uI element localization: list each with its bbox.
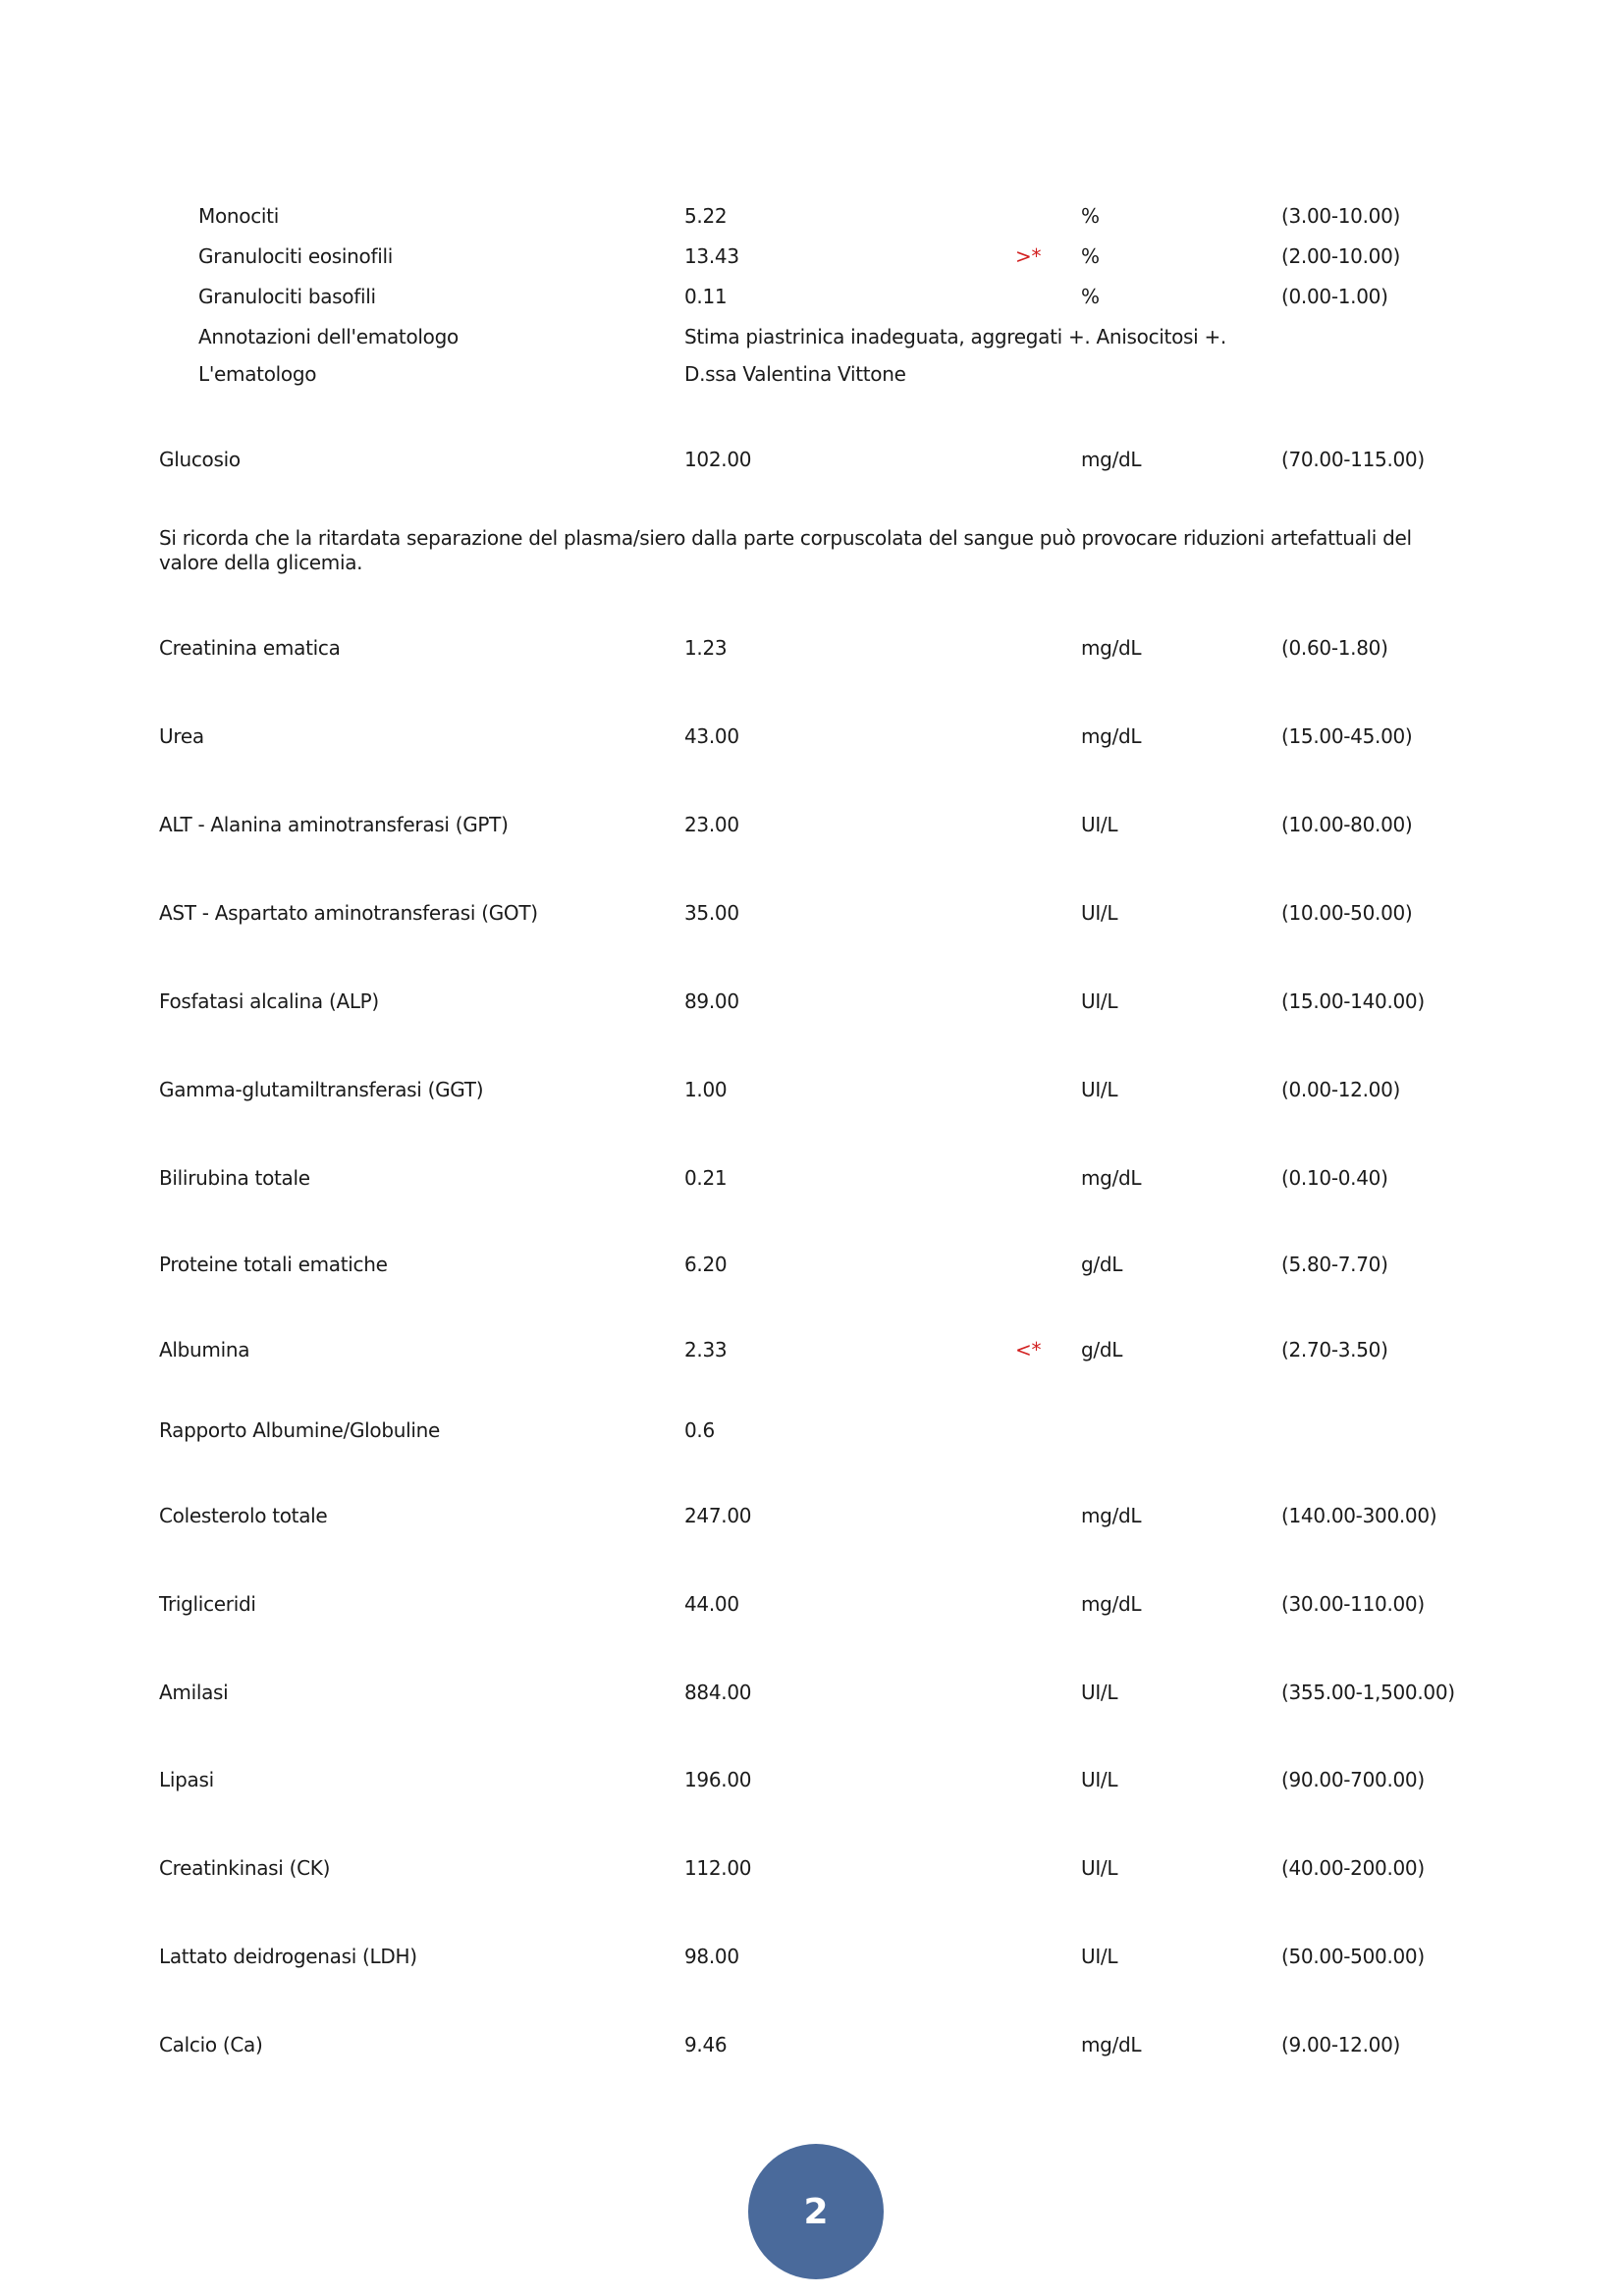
result-row	[0, 1942, 1624, 1971]
test-name: Trigliceridi	[159, 1592, 256, 1616]
test-unit: UI/L	[1081, 1681, 1118, 1704]
page-number: 2	[803, 2191, 829, 2232]
test-name: Amilasi	[159, 1681, 229, 1704]
result-row	[0, 2030, 1624, 2059]
test-value: 196.00	[684, 1768, 752, 1791]
result-row	[0, 721, 1624, 751]
reference-range: (0.00-12.00)	[1281, 1078, 1401, 1101]
reference-range: (2.00-10.00)	[1281, 244, 1401, 268]
test-value: 44.00	[684, 1592, 739, 1616]
test-value: 112.00	[684, 1856, 752, 1880]
result-row	[0, 1501, 1624, 1530]
reference-range: (30.00-110.00)	[1281, 1592, 1425, 1616]
test-unit: UI/L	[1081, 901, 1118, 925]
test-value: 247.00	[684, 1504, 752, 1527]
test-value: 1.00	[684, 1078, 728, 1101]
reference-range: (0.10-0.40)	[1281, 1166, 1388, 1190]
test-unit: UI/L	[1081, 1856, 1118, 1880]
test-unit: %	[1081, 285, 1100, 308]
test-name: L'ematologo	[198, 362, 317, 386]
result-row	[0, 1589, 1624, 1619]
test-value: 23.00	[684, 813, 739, 836]
test-value: 102.00	[684, 448, 752, 471]
result-row	[0, 898, 1624, 928]
result-row	[0, 1853, 1624, 1883]
test-value: 0.11	[684, 285, 728, 308]
test-value: 13.43	[684, 244, 739, 268]
result-row	[0, 1163, 1624, 1193]
reference-range: (10.00-50.00)	[1281, 901, 1413, 925]
reference-range: (3.00-10.00)	[1281, 204, 1401, 228]
test-unit: g/dL	[1081, 1253, 1123, 1276]
result-row	[0, 633, 1624, 663]
reference-range: (10.00-80.00)	[1281, 813, 1413, 836]
result-row	[0, 1765, 1624, 1794]
test-name: Monociti	[198, 204, 279, 228]
result-row	[0, 1678, 1624, 1707]
test-value: 43.00	[684, 724, 739, 748]
test-value: 5.22	[684, 204, 728, 228]
test-unit: UI/L	[1081, 1078, 1118, 1101]
test-value: 884.00	[684, 1681, 752, 1704]
test-unit: UI/L	[1081, 1945, 1118, 1968]
test-value: 6.20	[684, 1253, 728, 1276]
test-value: 1.23	[684, 636, 728, 660]
result-row	[0, 810, 1624, 839]
test-name: Lattato deidrogenasi (LDH)	[159, 1945, 417, 1968]
test-unit: %	[1081, 204, 1100, 228]
page-number-badge	[748, 2144, 884, 2279]
reference-range: (15.00-140.00)	[1281, 989, 1425, 1013]
test-unit: mg/dL	[1081, 1592, 1142, 1616]
test-name: AST - Aspartato aminotransferasi (GOT)	[159, 901, 538, 925]
result-row	[0, 1415, 1624, 1445]
reference-range: (15.00-45.00)	[1281, 724, 1413, 748]
test-unit: UI/L	[1081, 989, 1118, 1013]
test-name: Bilirubina totale	[159, 1166, 310, 1190]
glycemia-note: Si ricorda che la ritardata separazione del plasma/siero dalla parte corpuscolata del sangue può provocare riduzioni artefattuali del valore della glicemia.	[159, 526, 1412, 574]
reference-range: (5.80-7.70)	[1281, 1253, 1388, 1276]
result-row-ematologo	[0, 359, 1624, 389]
test-name: Albumina	[159, 1338, 250, 1362]
reference-range: (0.60-1.80)	[1281, 636, 1388, 660]
test-unit: mg/dL	[1081, 1504, 1142, 1527]
reference-range: (50.00-500.00)	[1281, 1945, 1425, 1968]
reference-range: (140.00-300.00)	[1281, 1504, 1437, 1527]
test-unit: %	[1081, 244, 1100, 268]
hematologist-name: D.ssa Valentina Vittone	[684, 362, 906, 386]
test-value: 35.00	[684, 901, 739, 925]
test-name: Annotazioni dell'ematologo	[198, 325, 459, 348]
test-name: ALT - Alanina aminotransferasi (GPT)	[159, 813, 509, 836]
result-row-basofili	[0, 282, 1624, 311]
test-unit: UI/L	[1081, 813, 1118, 836]
reference-range: (2.70-3.50)	[1281, 1338, 1388, 1362]
test-name: Proteine totali ematiche	[159, 1253, 388, 1276]
test-name: Rapporto Albumine/Globuline	[159, 1418, 441, 1442]
test-value: 98.00	[684, 1945, 739, 1968]
test-value: 2.33	[684, 1338, 728, 1362]
test-value: 0.21	[684, 1166, 728, 1190]
result-row	[0, 1250, 1624, 1279]
result-row-eosinofili	[0, 241, 1624, 271]
reference-range: (40.00-200.00)	[1281, 1856, 1425, 1880]
test-value: 89.00	[684, 989, 739, 1013]
test-unit: mg/dL	[1081, 724, 1142, 748]
abnormal-flag: <*	[1015, 1338, 1042, 1362]
result-row	[0, 1335, 1624, 1364]
test-name: Granulociti basofili	[198, 285, 376, 308]
test-unit: mg/dL	[1081, 1166, 1142, 1190]
test-name: Lipasi	[159, 1768, 214, 1791]
test-value: 9.46	[684, 2033, 728, 2056]
annotation-text: Stima piastrinica inadeguata, aggregati +. Anisocitosi +.	[684, 325, 1226, 348]
result-row	[0, 1075, 1624, 1104]
test-name: Creatinkinasi (CK)	[159, 1856, 331, 1880]
test-unit: UI/L	[1081, 1768, 1118, 1791]
test-name: Granulociti eosinofili	[198, 244, 393, 268]
test-name: Fosfatasi alcalina (ALP)	[159, 989, 379, 1013]
result-row-glucosio	[0, 445, 1624, 474]
result-row-annotazioni	[0, 322, 1624, 351]
reference-range: (90.00-700.00)	[1281, 1768, 1425, 1791]
abnormal-flag: >*	[1015, 244, 1042, 268]
test-name: Gamma-glutamiltransferasi (GGT)	[159, 1078, 484, 1101]
test-name: Creatinina ematica	[159, 636, 341, 660]
result-row	[0, 987, 1624, 1016]
test-unit: mg/dL	[1081, 636, 1142, 660]
test-name: Colesterolo totale	[159, 1504, 328, 1527]
reference-range: (0.00-1.00)	[1281, 285, 1388, 308]
reference-range: (70.00-115.00)	[1281, 448, 1425, 471]
reference-range: (355.00-1,500.00)	[1281, 1681, 1455, 1704]
test-name: Glucosio	[159, 448, 241, 471]
test-name: Calcio (Ca)	[159, 2033, 263, 2056]
test-unit: mg/dL	[1081, 448, 1142, 471]
test-name: Urea	[159, 724, 204, 748]
result-row-monociti	[0, 201, 1624, 231]
reference-range: (9.00-12.00)	[1281, 2033, 1401, 2056]
test-unit: mg/dL	[1081, 2033, 1142, 2056]
test-unit: g/dL	[1081, 1338, 1123, 1362]
test-value: 0.6	[684, 1418, 715, 1442]
